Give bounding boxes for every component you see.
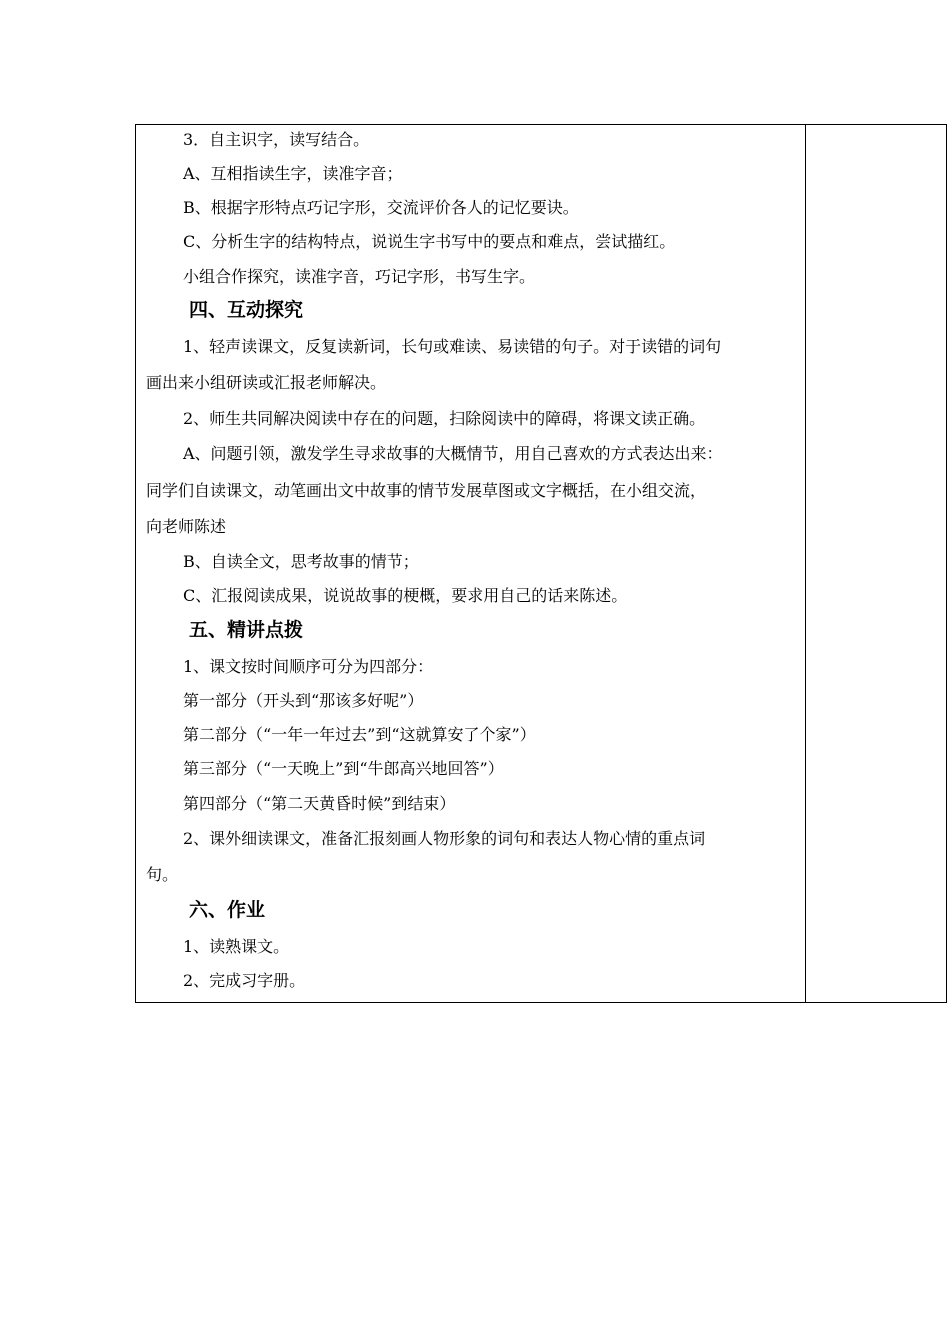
text-line: 1、课文按时间顺序可分为四部分： [183, 657, 434, 676]
lesson-plan-table [135, 124, 947, 1003]
text-line: 3．自主识字，读写结合。 [183, 130, 370, 149]
text-line: 第一部分（开头到“那该多好呢”） [183, 691, 424, 710]
text-line: 画出来小组研读或汇报老师解决。 [146, 373, 387, 392]
text-line: 同学们自读课文，动笔画出文中故事的情节发展草图或文字概括，在小组交流， [146, 481, 707, 500]
text-line: 1、轻声读课文，反复读新词，长句或难读、易读错的句子。对于读错的词句 [183, 337, 722, 356]
text-line: 第三部分（“一天晚上”到“牛郎高兴地回答”） [183, 759, 504, 778]
text-line: 向老师陈述 [146, 517, 227, 536]
text-line: 第二部分（“一年一年过去”到“这就算安了个家”） [183, 725, 536, 744]
section-heading: 六、作业 [189, 899, 266, 921]
text-line: A、问题引领，激发学生寻求故事的大概情节，用自己喜欢的方式表达出来： [183, 444, 723, 463]
text-line: 第四部分（“第二天黄昏时候”到结束） [183, 794, 456, 813]
text-line: 句。 [146, 865, 179, 884]
text-line: A、互相指读生字，读准字音； [183, 164, 403, 183]
text-line: C、汇报阅读成果，说说故事的梗概，要求用自己的话来陈述。 [183, 586, 628, 605]
text-line: 1、读熟课文。 [183, 937, 290, 956]
text-line: 2、完成习字册。 [183, 971, 306, 990]
text-line: C、分析生字的结构特点，说说生字书写中的要点和难点，尝试描红。 [183, 232, 676, 251]
text-line: B、自读全文，思考故事的情节； [183, 552, 419, 571]
column-divider [805, 125, 806, 1002]
section-heading: 五、精讲点拨 [189, 619, 304, 641]
text-line: 2、课外细读课文，准备汇报刻画人物形象的词句和表达人物心情的重点词 [183, 829, 706, 848]
text-line: 2、师生共同解决阅读中存在的问题，扫除阅读中的障碍，将课文读正确。 [183, 409, 706, 428]
text-line: B、根据字形特点巧记字形，交流评价各人的记忆要诀。 [183, 198, 579, 217]
text-line: 小组合作探究，读准字音，巧记字形，书写生字。 [183, 267, 536, 286]
section-heading: 四、互动探究 [189, 299, 304, 321]
